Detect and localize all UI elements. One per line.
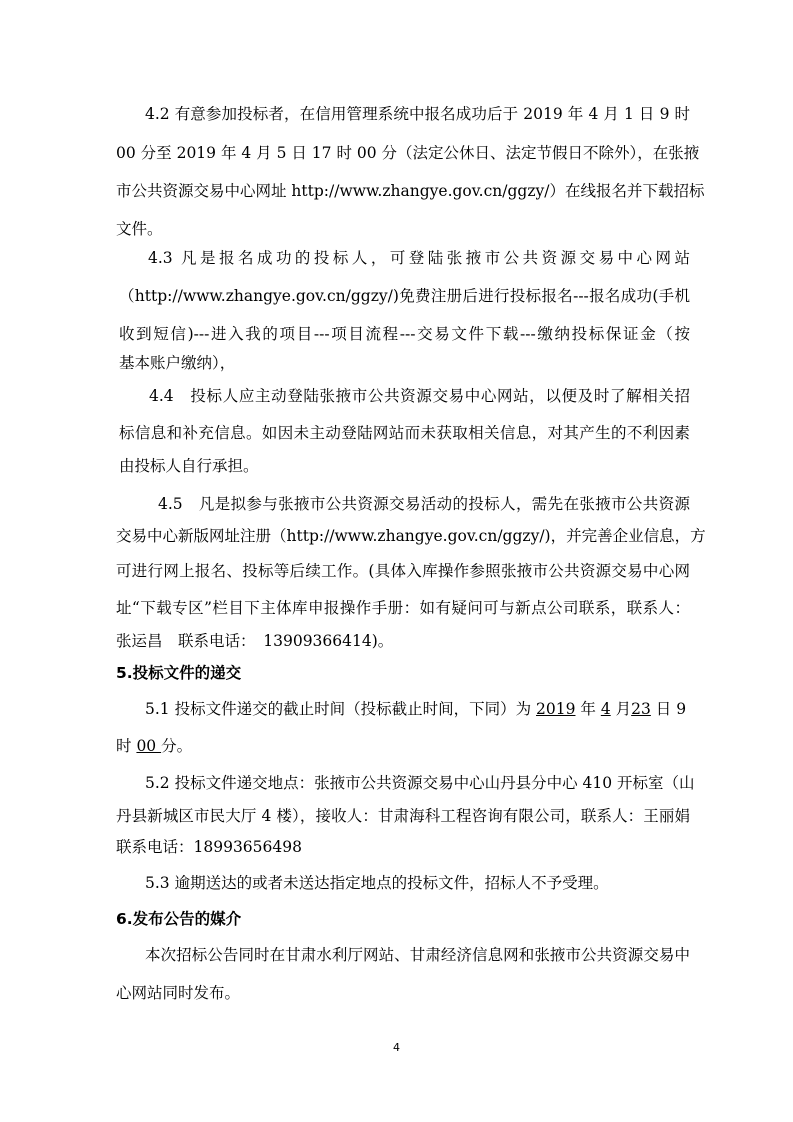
- section-6-heading: 6.发布公告的媒介: [116, 910, 242, 928]
- para-5-1-line-2: [116, 735, 192, 757]
- section-5-heading: 5.投标文件的递交: [116, 664, 242, 682]
- deadline-day: 23: [631, 700, 651, 718]
- para-4-5-line-2: 交易中心新版网址注册（http://www.zhangye.gov.cn/ggzy/)，并完善企业信息，方: [116, 527, 706, 545]
- para-4-5-line-5: 张运昌 联系电话： 13909366414)。: [116, 632, 394, 650]
- para-4-4-line-1: 4.4 投标人应主动登陆张掖市公共资源交易中心网站，以便及时了解相关招: [149, 387, 690, 405]
- para-4-5-line-4: 址“下载专区”栏目下主体库申报操作手册：如有疑问可与新点公司联系，联系人：: [116, 599, 690, 617]
- page-number: 4: [393, 1041, 400, 1054]
- para-4-4-line-2: 标信息和补充信息。如因未主动登陆网站而未获取相关信息，对其产生的不利因素: [119, 424, 690, 442]
- para-5-1-text-f: 分。: [161, 737, 193, 755]
- para-5-1-text-b: 年: [575, 700, 601, 718]
- para-4-2-line-1: 4.2 有意参加投标者，在信用管理系统中报名成功后于 2019 年 4 月 1 日 9 时: [145, 105, 690, 123]
- para-4-2-line-3: 市公共资源交易中心网址 http://www.zhangye.gov.cn/ggzy/）在线报名并下载招标: [116, 182, 705, 200]
- para-5-2-line-3: 联系电话：18993656498: [116, 838, 302, 856]
- para-4-5-line-3: 可进行网上报名、投标等后续工作。(具体入库操作参照张掖市公共资源交易中心网: [116, 562, 690, 580]
- para-4-4-line-3: 由投标人自行承担。: [119, 457, 259, 475]
- para-4-2-line-4: 文件。: [116, 220, 163, 238]
- para-5-1-text-c: 月: [610, 700, 632, 718]
- para-5-3: 5.3 逾期送达的或者未送达指定地点的投标文件，招标人不予受理。: [145, 874, 609, 892]
- para-6-line-1: 本次招标公告同时在甘肃水利厅网站、甘肃经济信息网和张掖市公共资源交易中: [145, 946, 690, 964]
- para-5-1-line-1: [145, 698, 686, 720]
- deadline-minute: 00: [136, 737, 162, 755]
- deadline-year: 2019: [536, 700, 576, 718]
- para-4-3-line-4: 基本账户缴纳），: [119, 354, 236, 372]
- para-5-1-text-e: 时: [116, 737, 137, 755]
- para-4-2-line-2: 00 分至 2019 年 4 月 5 日 17 时 00 分（法定公休日、法定节假日不除外），在张掖: [116, 144, 700, 162]
- para-5-2-line-2: 丹县新城区市民大厅 4 楼），接收人：甘肃海科工程咨询有限公司，联系人：王丽娟: [116, 807, 690, 825]
- para-4-3-line-3: 收到短信)---进入我的项目---项目流程---交易文件下载---缴纳投标保证金（按: [119, 325, 690, 343]
- para-4-5-line-1: 4.5 凡是拟参与张掖市公共资源交易活动的投标人，需先在张掖市公共资源: [158, 495, 690, 513]
- para-5-1-text-d: 日 9: [650, 700, 687, 718]
- para-6-line-2: 心网站同时发布。: [116, 984, 241, 1002]
- deadline-month: 4: [600, 700, 611, 718]
- para-5-1-text-a: 5.1 投标文件递交的截止时间（投标截止时间，下同）为: [145, 700, 537, 718]
- para-4-3-line-1: 4.3 凡是报名成功的投标人，可登陆张掖市公共资源交易中心网站: [148, 249, 690, 267]
- para-5-2-line-1: 5.2 投标文件递交地点：张掖市公共资源交易中心山丹县分中心 410 开标室（山: [145, 774, 695, 792]
- para-4-3-line-2: （http://www.zhangye.gov.cn/ggzy/)免费注册后进行投标报名---报名成功(手机: [119, 287, 690, 305]
